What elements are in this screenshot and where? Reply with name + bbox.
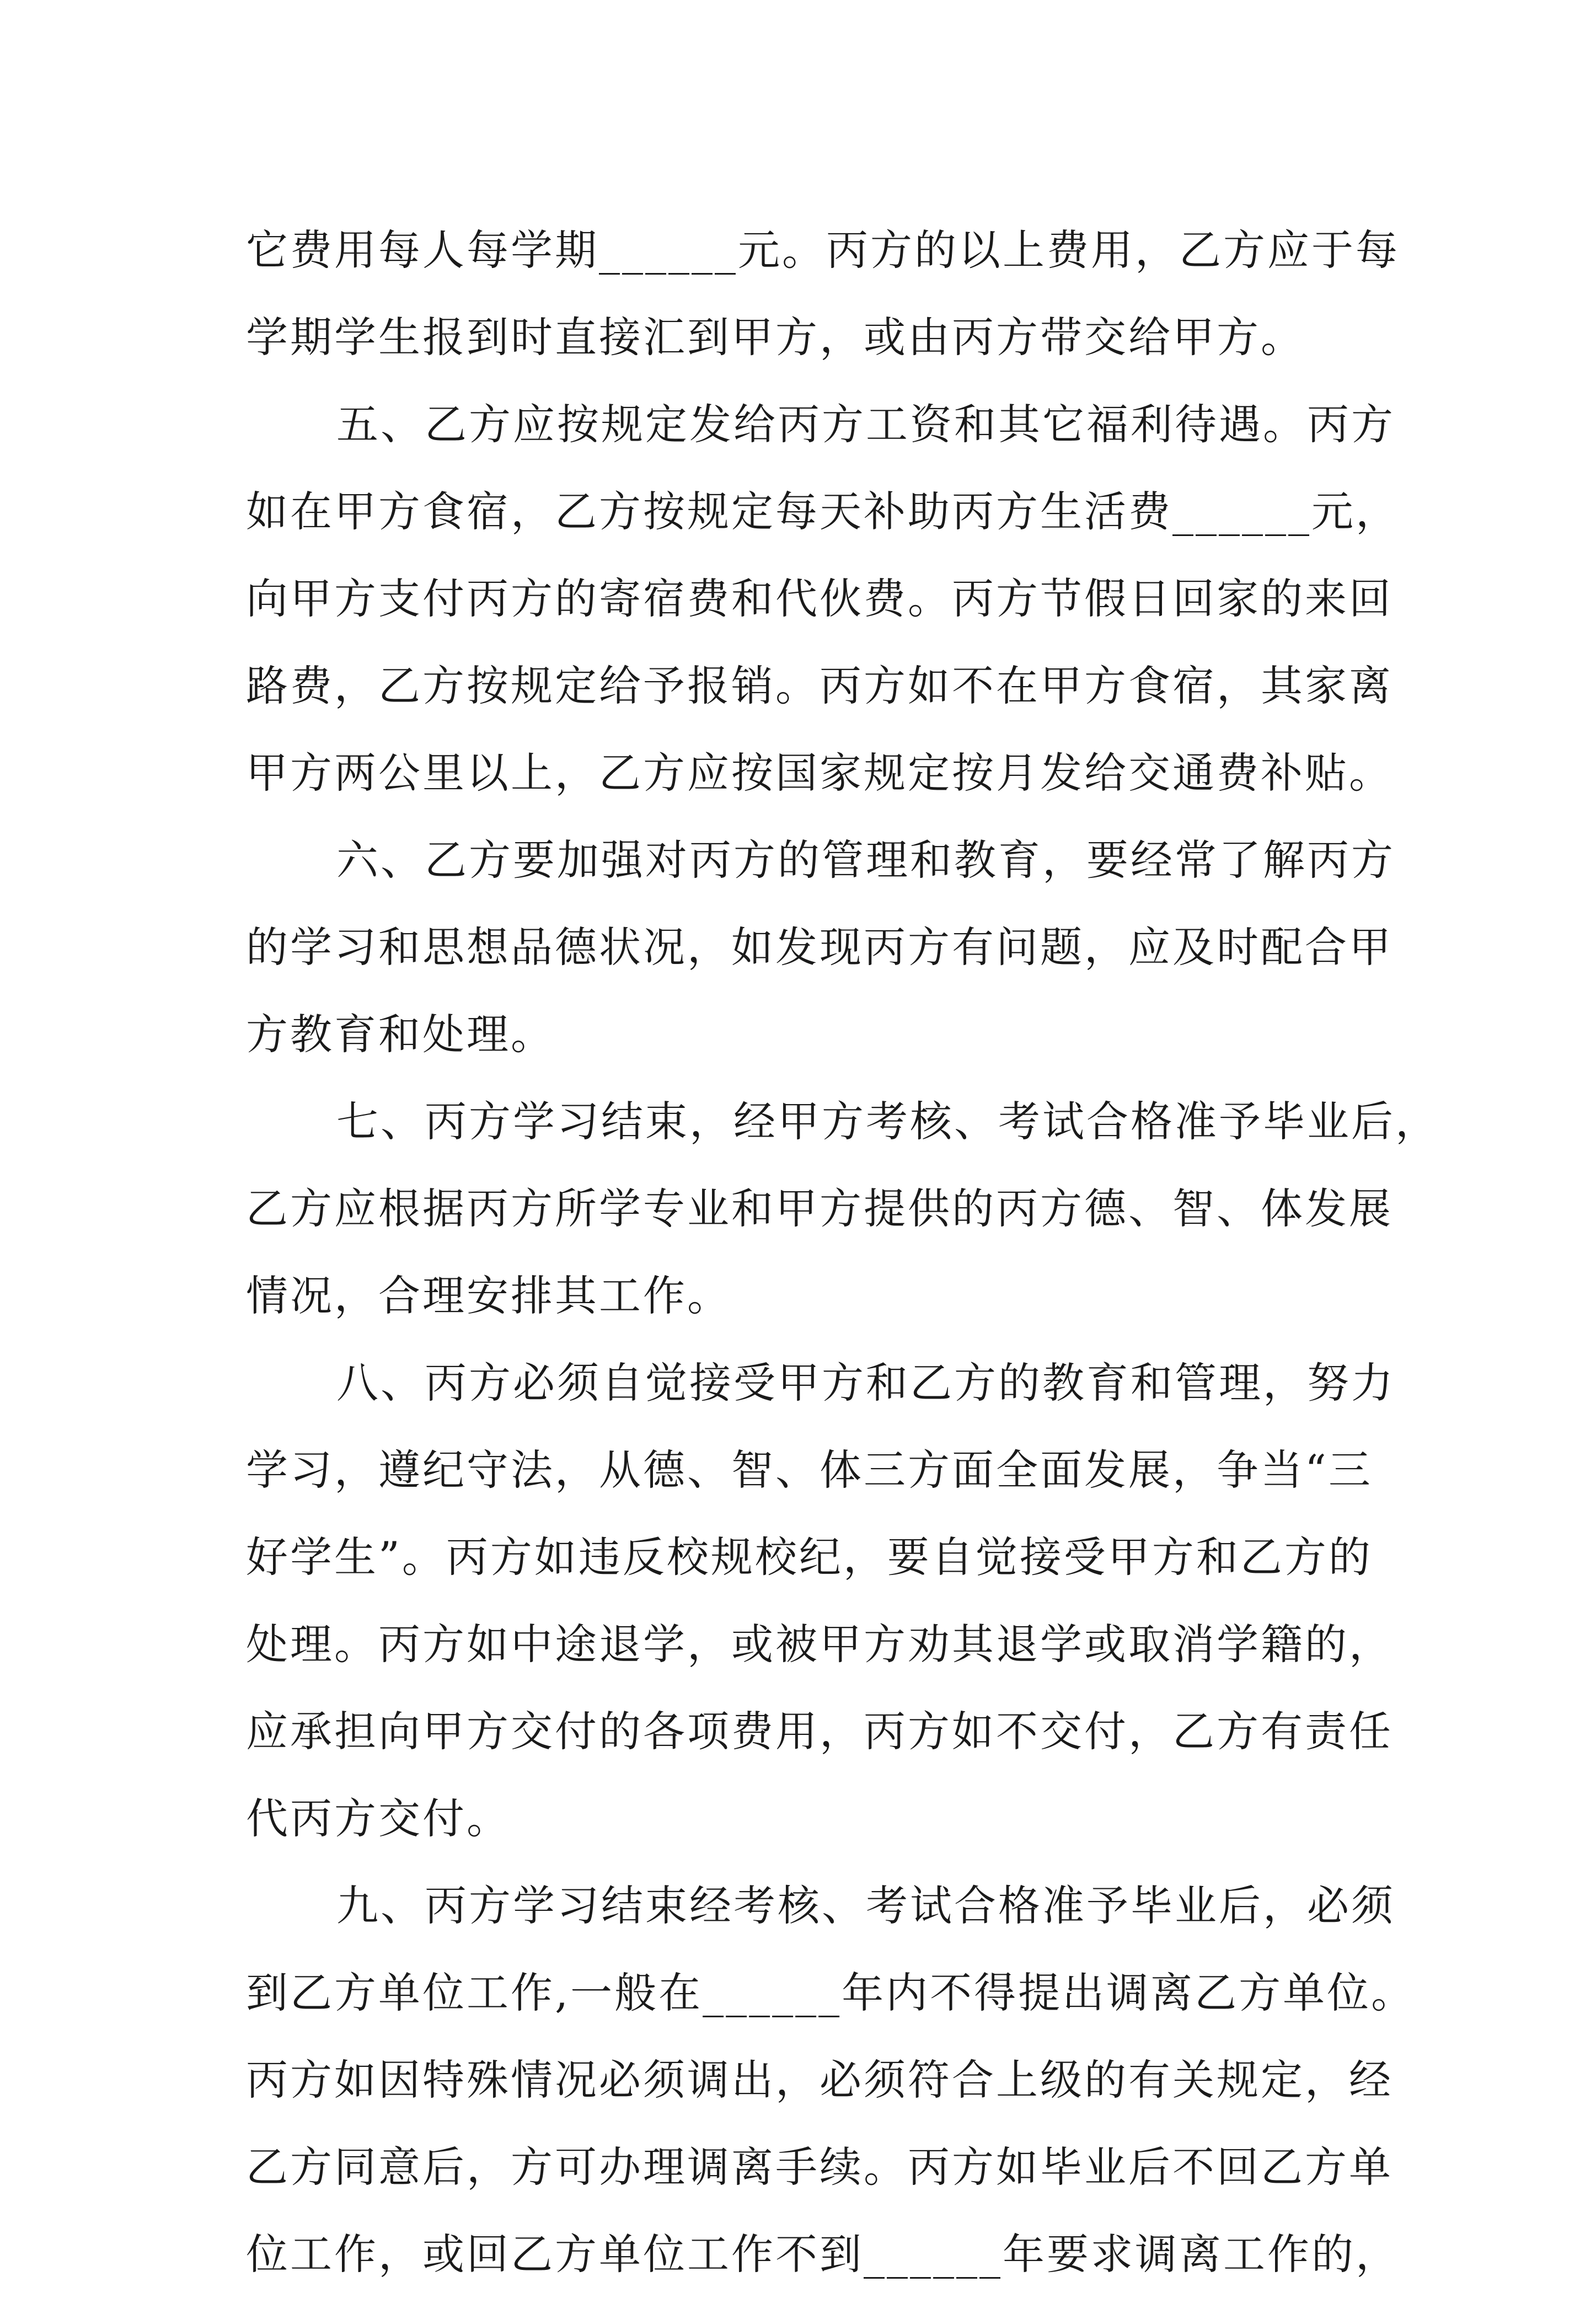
- text-line: 九、丙方学习结束经考核、考试合格准予毕业后，必须: [336, 1881, 1395, 1930]
- text-line: 情况，合理安排其工作。: [246, 1271, 731, 1320]
- paragraph-p-6: [246, 817, 1393, 1078]
- text-line: 向甲方支付丙方的寄宿费和代伙费。丙方节假日回家的来回: [246, 574, 1393, 623]
- paragraph-p-7: [246, 1078, 1439, 1340]
- text-line: 处理。丙方如中途退学，或被甲方劝其退学或取消学籍的，: [246, 1620, 1393, 1669]
- text-line: 的学习和思想品德状况，如发现丙方有问题，应及时配合甲: [246, 923, 1393, 972]
- text-line: 位工作，或回乙方单位工作不到______年要求调离工作的，: [246, 2230, 1400, 2279]
- text-line: 八、丙方必须自觉接受甲方和乙方的教育和管理，努力: [336, 1358, 1395, 1407]
- paragraph-p-5: [246, 381, 1400, 817]
- paragraph-p-9: [246, 1862, 1416, 2298]
- document-body: [246, 207, 1439, 2298]
- text-line: 丙方如因特殊情况必须调出，必须符合上级的有关规定，经: [246, 2055, 1393, 2104]
- text-line: 六、乙方要加强对丙方的管理和教育，要经常了解丙方: [336, 835, 1395, 885]
- text-line: 路费，乙方按规定给予报销。丙方如不在甲方食宿，其家离: [246, 661, 1393, 710]
- text-line: 它费用每人每学期______元。丙方的以上费用，乙方应于每: [246, 226, 1400, 275]
- text-line: 代丙方交付。: [246, 1794, 511, 1843]
- text-line: 学期学生报到时直接汇到甲方，或由丙方带交给甲方。: [246, 313, 1305, 362]
- text-line: 方教育和处理。: [246, 1010, 555, 1059]
- text-line: 五、乙方应按规定发给丙方工资和其它福利待遇。丙方: [336, 400, 1395, 449]
- text-line: 乙方应根据丙方所学专业和甲方提供的丙方德、智、体发展: [246, 1184, 1393, 1233]
- text-line: 好学生”。丙方如违反校规校纪，要自觉接受甲方和乙方的: [246, 1533, 1373, 1582]
- text-line: 如在甲方食宿，乙方按规定每天补助丙方生活费______元，: [246, 487, 1400, 536]
- paragraph-p-fees: [246, 207, 1400, 381]
- text-line: 乙方同意后，方可办理调离手续。丙方如毕业后不回乙方单: [246, 2142, 1393, 2192]
- text-line: 甲方两公里以上，乙方应按国家规定按月发给交通费补贴。: [246, 748, 1393, 797]
- paragraph-p-8: [246, 1340, 1393, 1862]
- text-line: 七、丙方学习结束，经甲方考核、考试合格准予毕业后，: [336, 1097, 1439, 1146]
- text-line: 到乙方单位工作,一般在______年内不得提出调离乙方单位。: [246, 1968, 1416, 2017]
- text-line: 学习，遵纪守法，从德、智、体三方面全面发展，争当“三: [246, 1445, 1373, 1494]
- text-line: 应承担向甲方交付的各项费用，丙方如不交付，乙方有责任: [246, 1707, 1393, 1756]
